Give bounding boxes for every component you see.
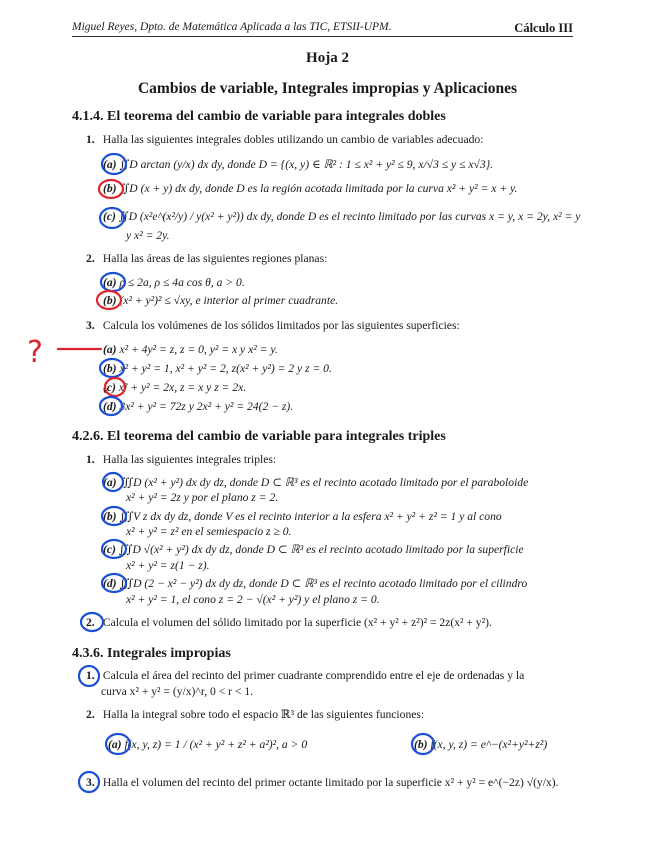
blue-circle-3d	[100, 397, 122, 415]
blue-circle-t1d	[102, 574, 126, 592]
exercise-statement: Halla las áreas de las siguientes regiones planas:	[102, 252, 328, 265]
blue-circle-i1	[79, 666, 99, 686]
item-t1c-continuation: x² + y² = z(1 − z).	[126, 559, 210, 572]
section-heading-4-1-4: 4.1.4. El teorema del cambio de variable para integrales dobles	[72, 109, 446, 124]
blue-circle-i3	[79, 772, 99, 792]
item-text: (x² + y²)² ≤ √xy, e interior al primer cuadrante.	[119, 294, 339, 307]
exercise-number: 1.	[86, 133, 95, 146]
item-t1d-continuation: x² + y² = 1, el cono z = 2 − √(x² + y²) y el plano z = 0.	[126, 593, 380, 606]
blue-circle-i2b	[412, 734, 434, 754]
exercise-number: 1.	[86, 453, 95, 466]
item-label: (a)	[108, 738, 122, 751]
blue-circle-1a	[102, 154, 126, 174]
exercise-statement: Calcula el área del recinto del primer cuadrante comprendido entre el eje de ordenadas y la	[102, 669, 525, 682]
item-text: ∬D (x²e^(x²/y) / y(x² + y²)) dx dy, donde D es el recinto limitado por las curvas x = y, x = 2y, x² = y	[118, 210, 581, 223]
item-label: (c)	[103, 381, 116, 394]
blue-circle-t1b	[102, 507, 126, 525]
item-label: (b)	[103, 510, 117, 523]
red-circle-2b	[97, 291, 121, 309]
header-course: Cálculo III	[514, 21, 573, 35]
exercise-statement: Halla la integral sobre todo el espacio ℝ³ de las siguientes funciones:	[102, 708, 425, 721]
item-label: (d)	[103, 577, 117, 590]
item-1c-continuation: y x² = 2y.	[126, 229, 170, 242]
item-t1a-continuation: x² + y² = 2z y por el plano z = 2.	[126, 491, 279, 504]
item-label: (b)	[103, 294, 117, 307]
exercise-number: 2.	[86, 616, 95, 629]
item-text: x² + y² = 2x, z = x y z = 2x.	[118, 381, 247, 394]
exercise-number: 3.	[86, 776, 95, 789]
blue-circle-i2a	[106, 734, 130, 754]
exercise-number: 2.	[86, 708, 95, 721]
blue-circle-2a	[101, 273, 125, 291]
item-label: (b)	[414, 738, 428, 751]
exercise-number: 1.	[86, 669, 95, 682]
item-text: f(x, y, z) = e^−(x²+y²+z²)	[430, 738, 548, 751]
exercise-number: 2.	[86, 252, 95, 265]
item-text: ∭D √(x² + y²) dx dy dz, donde D ⊂ ℝ³ es el recinto acotado limitado por la superficie	[118, 543, 524, 556]
blue-circle-3b	[100, 359, 124, 377]
item-text: ∬D arctan (y/x) dx dy, donde D = {(x, y) ∈ ℝ² : 1 ≤ x² + y² ≤ 9, x/√3 ≤ y ≤ x√3}.	[119, 158, 494, 171]
item-text: ∭D (x² + y²) dx dy dz, donde D ⊂ ℝ³ es el recinto acotado limitado por el paraboloide	[119, 476, 529, 489]
sheet-subtitle: Cambios de variable, Integrales impropias y Aplicaciones	[137, 80, 518, 97]
item-text: f(x, y, z) = 1 / (x² + y² + z² + a²)², a > 0	[124, 738, 308, 751]
item-text: ∬D (x + y) dx dy, donde D es la región acotada limitada por la curva x² + y² = x + y.	[119, 182, 518, 195]
sheet-title: Hoja 2	[306, 50, 349, 66]
item-label: (d)	[103, 400, 117, 413]
item-label: (c)	[103, 543, 116, 556]
item-text: x² + y² = 1, x² + y² = 2, z(x² + y²) = 2 y z = 0.	[119, 362, 332, 375]
blue-circle-1c	[100, 208, 124, 228]
item-text: 3x² + y² = 72z y 2x² + y² = 24(2 − z).	[119, 400, 294, 413]
item-label: (a)	[103, 476, 117, 489]
item-label: (a)	[103, 276, 117, 289]
item-label: (a)	[103, 158, 117, 171]
exercise-statement: Calcula el volumen del sólido limitado por la superficie (x² + y² + z²)² = 2z(x² + y²).	[102, 616, 492, 629]
item-label: (c)	[103, 210, 116, 223]
header-author: Miguel Reyes, Dpto. de Matemática Aplicada a las TIC, ETSII-UPM.	[72, 21, 392, 33]
red-question-mark: ?	[27, 335, 43, 370]
section-heading-4-3-6: 4.3.6. Integrales impropias	[72, 646, 231, 661]
red-circle-1b	[99, 180, 123, 198]
exercise-statement: Calcula los volúmenes de los sólidos limitados por las siguientes superficies:	[102, 319, 460, 332]
exercise-1-impropias-continuation: curva x² + y² = (y/x)^r, 0 < r < 1.	[101, 685, 254, 698]
blue-circle-t1a	[103, 473, 123, 491]
red-circle-3c	[105, 378, 125, 396]
exercise-statement: Halla el volumen del recinto del primer octante limitado por la superficie x² + y² = e^(−2z) √(y/x).	[102, 776, 559, 789]
item-label: (b)	[103, 182, 117, 195]
blue-circle-t1c	[102, 540, 126, 558]
item-label: (a)	[103, 343, 117, 356]
item-t1b-continuation: x² + y² = z² en el semiespacio z ≥ 0.	[126, 525, 292, 538]
item-label: (b)	[103, 362, 117, 375]
exercise-number: 3.	[86, 319, 95, 332]
item-text: ρ ≤ 2a, ρ ≤ 4a cos θ, a > 0.	[119, 276, 245, 289]
item-text: ∭D (2 − x² − y²) dx dy dz, donde D ⊂ ℝ³ es el recinto acotado limitado por el cilindro	[119, 577, 528, 590]
blue-circle-t2	[81, 613, 103, 631]
exercise-statement: Halla las siguientes integrales triples:	[102, 453, 277, 466]
item-text: x² + 4y² = z, z = 0, y² = x y x² = y.	[119, 343, 278, 356]
item-text: ∭V z dx dy dz, donde V es el recinto interior a la esfera x² + y² + z² = 1 y al cono	[119, 510, 502, 523]
exercise-statement: Halla las siguientes integrales dobles utilizando un cambio de variables adecuado:	[102, 133, 484, 146]
section-heading-4-2-6: 4.2.6. El teorema del cambio de variable para integrales triples	[72, 429, 446, 444]
